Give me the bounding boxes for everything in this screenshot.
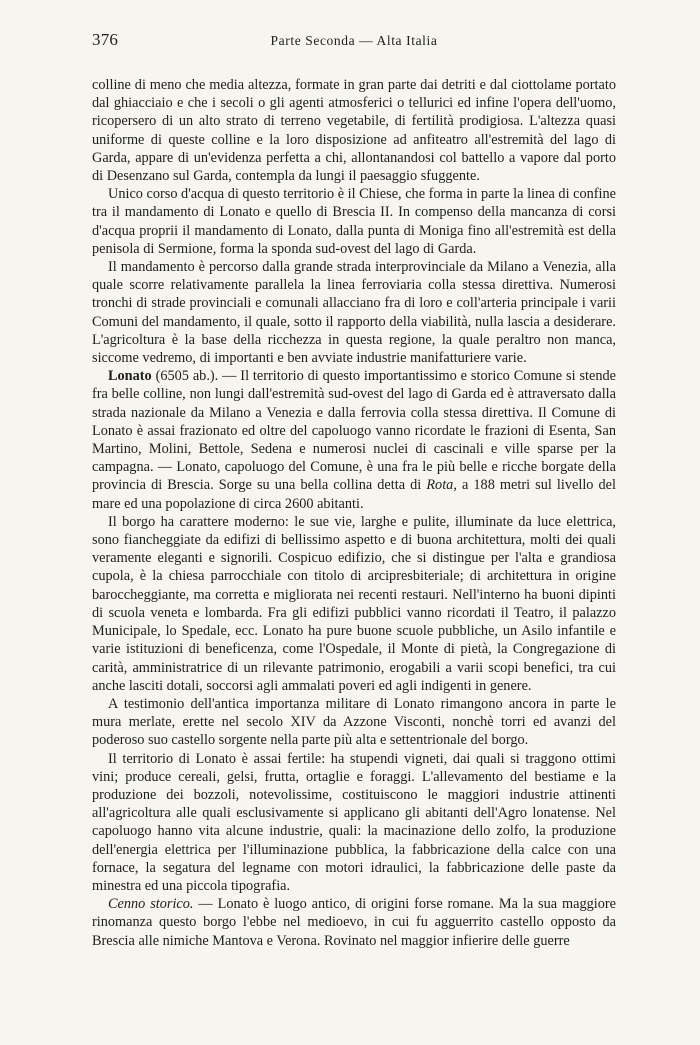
paragraph-territory <box>92 750 616 896</box>
body-text <box>92 76 616 950</box>
page-number: 376 <box>92 30 119 49</box>
paragraph-text: A testimonio dell'antica importanza militare di Lonato rimangono ancora in parte le mura merlate, erette nel secolo XIV da Azzone Visconti, nonchè torri ed avanzi del poderoso suo castello sorgente nella parte più alta e settentrionale del borgo. <box>92 695 616 749</box>
italic-place-name: Rota <box>426 477 454 494</box>
paragraph-text: colline di meno che media altezza, formate in gran parte dai detriti e dal ciottolame portato dal ghiacciaio e che i secoli o gli agenti atmosferici o tellurici ed infine l'opera dell'uomo, ricopersero di un alto strato di terreno vegetabile, di fertilità prodigiosa. L'altezza quasi uniforme di queste colline e la loro disposizione ad anfiteatro all'estremità del lago di Garda, appare di un'evidenza perfetta a chi, allontanandosi col battello a vapore dal porto di Desenzano sul Garda, contempla da lungi il paesaggio sfuggente. <box>92 77 616 185</box>
paragraph-roads-agriculture <box>92 258 616 367</box>
paragraph-military <box>92 695 616 750</box>
paragraph-history <box>92 895 616 950</box>
paragraph-chiese-river <box>92 185 616 258</box>
paragraph-lonato <box>92 367 616 513</box>
paragraph-lead-title: Cenno storico. <box>108 896 194 913</box>
running-title: Parte Seconda — Alta Italia <box>270 33 438 48</box>
paragraph-hills <box>92 76 616 185</box>
paragraph-text-tail: , a 188 metri sul livello del mare ed una popolazione di circa 2600 abitanti. <box>92 477 616 512</box>
paragraph-text: — Lonato è luogo antico, di origini forse romane. Ma la sua maggiore rinomanza questo borgo l'ebbe nel medioevo, in cui fu agguerrito castello opposto da Brescia alle nimiche Mantova e Verona. Rovinato nel maggior infierire delle guerre <box>92 896 616 949</box>
paragraph-text: Il mandamento è percorso dalla grande strada interprovinciale da Milano a Venezia, alla quale scorre relativamente parallela la linea ferroviaria colla stessa direttiva. Numerosi tronchi di strade provinciali e comunali allacciano fra di loro e coll'arteria principale i varii Comuni del mandamento, il quale, sotto il rapporto della viabilità, nulla lascia a desiderare. L'agricoltura è la base della ricchezza in questa regione, la quale peraltro non manca, siccome vedremo, di importanti e ben avviate industrie manifatturiere varie. <box>92 259 616 367</box>
page-header <box>92 30 616 52</box>
paragraph-text: Unico corso d'acqua di questo territorio è il Chiese, che forma in parte la linea di confine tra il mandamento di Lonato e quello di Brescia II. In compenso della mancanza di corsi d'acqua proprii il mandamento di Lonato, dalla punta di Moniga fino all'estremità est della penisola di Sermione, forma la sponda sud-ovest del lago di Garda. <box>92 186 616 257</box>
paragraph-lead-title: Lonato <box>108 368 152 385</box>
paragraph-text: (6505 ab.). — Il territorio di questo importantissimo e storico Comune si stende fra belle colline, non lungi dall'estremità sud-ovest del lago di Garda ed è attraversato dalla strada nazionale da Milano a Venezia e dalla ferrovia colla stessa direttiva. Il Comune di Lonato è assai frazionato ed oltre del capoluogo vanno ricordate le frazioni di Esenta, San Martino, Molini, Bettole, Sedena e numerosi nuclei di cascinali e ville sparse per la campagna. — Lonato, capoluogo del Comune, è una fra le più belle e ricche borgate della provincia di Brescia. Sorge su una bella collina detta di <box>92 368 616 494</box>
paragraph-text: Il borgo ha carattere moderno: le sue vie, larghe e pulite, illuminate da luce elettrica, sono fiancheggiate da edifizi di bellissimo aspetto e di buona architettura, molti dei quali veramente eleganti e signorili. Cospicuo edifizio, che si distingue per l'alta e grandiosa cupola, è la chiesa parrocchiale con titolo di arcipresbiteriale; di architettura in origine baroccheggiante, ma corretta e migliorata nei recenti restauri. Nell'interno ha buoni dipinti di scuola veneta e lombarda. Fra gli edifizi pubblici vanno ricordati il Teatro, il palazzo Municipale, lo Spedale, ecc. Lonato ha pure buone scuole pubbliche, un Asilo infantile e varie istituzioni di beneficenza, come l'Ospedale, il Monte di pietà, la Congregazione di carità, amministratrice di un rilevante patrimonio, erogabili a varii scopi benefici, tra cui anche lasciti dotali, soccorsi agli ammalati poveri ed agli indigenti in genere. <box>92 513 616 694</box>
paragraph-text: Il territorio di Lonato è assai fertile: ha stupendi vigneti, dai quali si traggono ottimi vini; produce cereali, gelsi, frutta, ortaglie e foraggi. L'allevamento del bestiame e la produzione dei bozzoli, notevolissime, costituiscono le maggiori industrie attinenti all'agricoltura alle quali esclusivamente si applicano gli abitanti dell'Agro lonatense. Nel capoluogo hanno vita alcune industrie, quali: la macinazione dello zolfo, la produzione dell'energia elettrica per l'illuminazione pubblica, la fabbricazione della calce con una fornace, la segatura del legname con motori idraulici, la fabbricazione delle paste da minestra ed una piccola tipografia. <box>92 750 616 894</box>
paragraph-borgo <box>92 513 616 695</box>
